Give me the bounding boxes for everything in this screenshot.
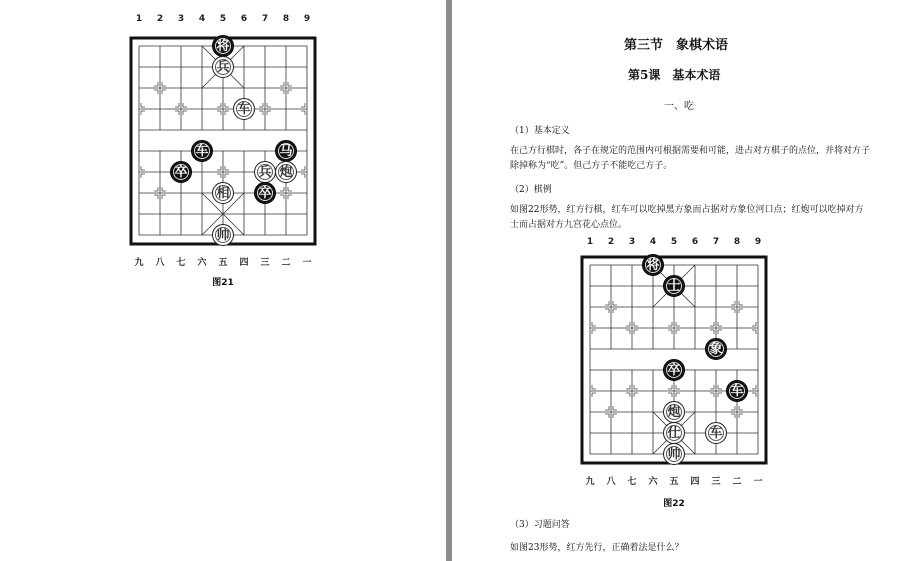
col-label-top-5: 5 (219, 14, 227, 24)
col-label-top-2: 2 (607, 237, 615, 247)
figure-21-caption: 图21 (212, 278, 234, 288)
board-21-bottom-labels (0, 255, 446, 267)
piece-label: 将 (216, 38, 230, 54)
col-label-top-3: 3 (628, 237, 636, 247)
lesson-title: 第5课 基本术语 (628, 68, 721, 82)
piece-label: 象 (709, 341, 723, 357)
sub-title: 一、吃 (664, 101, 694, 112)
col-label-bottom-7: 三 (711, 477, 721, 487)
piece-label: 兵 (216, 59, 230, 75)
black-piece (170, 161, 192, 183)
black-piece (705, 338, 727, 360)
piece-label: 相 (216, 185, 230, 201)
board-21-top-labels (0, 14, 446, 26)
left-page (0, 0, 446, 561)
col-label-bottom-3: 七 (627, 477, 637, 487)
red-piece (212, 182, 234, 204)
black-piece (663, 275, 685, 297)
col-label-top-3: 3 (177, 14, 185, 24)
item1-text: 在己方行棋时，各子在规定的范围内可根据需要和可能，进占对方棋子的点位，并将对方子除掉称为“吃”。但己方子不能吃己方子。 (510, 146, 871, 171)
col-label-bottom-9: 一 (302, 258, 312, 268)
section-title: 第三节 象棋术语 (624, 38, 729, 53)
red-piece (254, 161, 276, 183)
black-piece (191, 140, 213, 162)
piece-label: 车 (730, 383, 744, 399)
red-piece (663, 422, 685, 444)
black-piece (275, 140, 297, 162)
piece-label: 车 (709, 425, 723, 441)
black-piece (212, 35, 234, 57)
col-label-bottom-2: 八 (155, 258, 165, 268)
piece-label: 炮 (279, 164, 293, 180)
col-label-top-9: 9 (303, 14, 311, 24)
item2-text: 如图22形势，红方行棋，红车可以吃掉黑方象而占据对方象位河口点；红炮可以吃掉对方士而占据对方九宫花心点位。 (510, 205, 864, 230)
black-piece (254, 182, 276, 204)
item1-label: （1）基本定义 (510, 126, 570, 136)
col-label-top-4: 4 (198, 14, 206, 24)
col-label-bottom-5: 五 (218, 258, 228, 268)
board-22-bottom-labels (452, 474, 898, 486)
col-label-top-8: 8 (282, 14, 290, 24)
red-piece (663, 443, 685, 465)
black-piece (642, 254, 664, 276)
piece-label: 兵 (258, 164, 272, 180)
col-label-top-7: 7 (261, 14, 269, 24)
col-label-top-1: 1 (586, 237, 594, 247)
col-label-top-2: 2 (156, 14, 164, 24)
col-label-bottom-7: 三 (260, 258, 270, 268)
piece-label: 帅 (667, 446, 681, 462)
col-label-top-1: 1 (135, 14, 143, 24)
board-22-top-labels (452, 237, 898, 249)
piece-label: 马 (279, 143, 293, 159)
col-label-bottom-6: 四 (690, 477, 700, 487)
col-label-top-7: 7 (712, 237, 720, 247)
col-label-bottom-8: 二 (732, 477, 742, 487)
piece-label: 士 (667, 278, 681, 294)
col-label-bottom-9: 一 (753, 477, 763, 487)
col-label-top-5: 5 (670, 237, 678, 247)
figure-22-caption: 图22 (663, 499, 685, 509)
col-label-top-4: 4 (649, 237, 657, 247)
red-piece (212, 56, 234, 78)
col-label-bottom-1: 九 (585, 477, 595, 487)
col-label-bottom-8: 二 (281, 258, 291, 268)
piece-label: 车 (195, 143, 209, 159)
piece-label: 卒 (174, 164, 188, 180)
item3-label: （3）习题问答 (510, 520, 570, 530)
piece-label: 将 (646, 257, 660, 273)
piece-label: 卒 (667, 362, 681, 378)
piece-label: 炮 (667, 404, 681, 420)
item2-label: （2）棋例 (510, 185, 552, 195)
piece-label: 仕 (667, 425, 681, 441)
col-label-top-6: 6 (240, 14, 248, 24)
piece-label: 帅 (216, 227, 230, 243)
col-label-bottom-6: 四 (239, 258, 249, 268)
col-label-top-6: 6 (691, 237, 699, 247)
col-label-bottom-2: 八 (606, 477, 616, 487)
col-label-bottom-3: 七 (176, 258, 186, 268)
col-label-bottom-1: 九 (134, 258, 144, 268)
piece-label: 卒 (258, 185, 272, 201)
col-label-bottom-5: 五 (669, 477, 679, 487)
right-page (452, 0, 898, 561)
red-piece (663, 401, 685, 423)
piece-label: 车 (237, 101, 251, 117)
col-label-top-9: 9 (754, 237, 762, 247)
item3-text: 如图23形势，红方先行，正确着法是什么？ (510, 543, 684, 553)
black-piece (726, 380, 748, 402)
col-label-bottom-4: 六 (197, 258, 207, 268)
red-piece (705, 422, 727, 444)
red-piece (275, 161, 297, 183)
red-piece (212, 224, 234, 246)
col-label-bottom-4: 六 (648, 477, 658, 487)
col-label-top-8: 8 (733, 237, 741, 247)
red-piece (233, 98, 255, 120)
black-piece (663, 359, 685, 381)
